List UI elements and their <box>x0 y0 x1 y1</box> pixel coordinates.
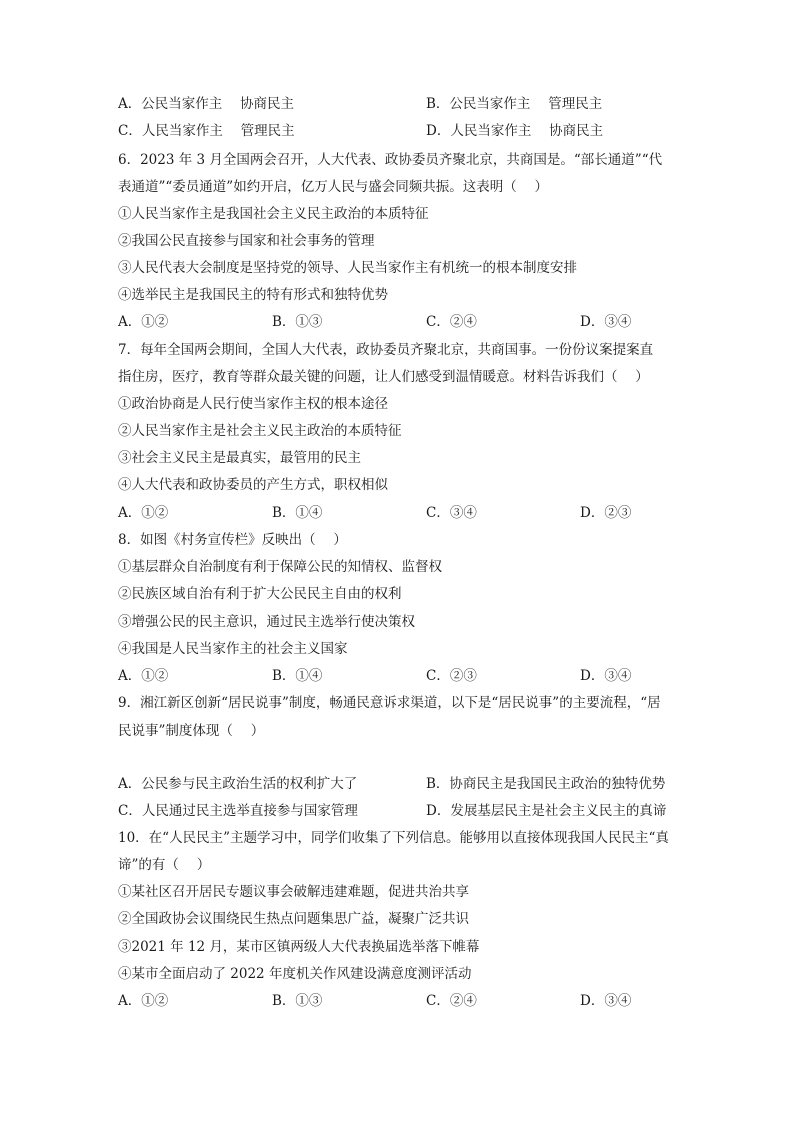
q6-statement-3: ③人民代表大会制度是坚持党的领导、人民当家作主有机统一的根本制度安排 <box>118 260 577 276</box>
q7-statement-4: ④人大代表和政协委员的产生方式，职权相似 <box>118 477 388 493</box>
q5-option-b: B．公民当家作主 管理民主 <box>426 96 603 112</box>
q7-option-d: D．②③ <box>580 505 632 521</box>
q7-statement-1: ①政治协商是人民行使当家作主权的根本途径 <box>118 396 388 412</box>
q7-option-c: C．③④ <box>426 505 477 521</box>
q10-statement-1: ①某社区召开居民专题议事会破解违建难题，促进共治共享 <box>118 884 469 900</box>
q8-statement-3: ③增强公民的民主意识，通过民主选举行使决策权 <box>118 614 415 630</box>
q10-option-a: A．①② <box>118 993 169 1009</box>
q10-stem-line-2: 谛”的有（ ） <box>118 857 211 873</box>
q6-option-c: C．②④ <box>426 314 477 330</box>
q5-option-a: A．公民当家作主 协商民主 <box>118 96 295 112</box>
q7-statement-2: ②人民当家作主是社会主义民主政治的本质特征 <box>118 423 402 439</box>
q6-option-d: D．③④ <box>580 314 632 330</box>
q7-option-b: B．①④ <box>272 505 323 521</box>
q8-option-d: D．③④ <box>580 668 632 684</box>
q6-statement-1: ①人民当家作主是我国社会主义民主政治的本质特征 <box>118 206 429 222</box>
q10-statement-2: ②全国政协会议围绕民生热点问题集思广益，凝聚广泛共识 <box>118 911 469 927</box>
q8-option-c: C．②③ <box>426 668 477 684</box>
q6-statement-2: ②我国公民直接参与国家和社会事务的管理 <box>118 233 375 249</box>
q10-statement-3: ③2021 年 12 月，某市区镇两级人大代表换届选举落下帷幕 <box>118 939 480 955</box>
q7-stem-line-2: 指住房，医疗，教育等群众最关键的问题，让人们感受到温情暖意。材料告诉我们（ ） <box>118 369 649 385</box>
q5-option-d: D．人民当家作主 协商民主 <box>426 123 604 139</box>
q7-option-a: A．①② <box>118 505 169 521</box>
q9-stem-line-2: 民说事”制度体现（ ） <box>118 723 265 739</box>
q8-statement-2: ②民族区域自治有利于扩大公民民主自由的权利 <box>118 586 402 602</box>
q5-option-c: C．人民当家作主 管理民主 <box>118 123 295 139</box>
q6-stem-line-1: 6．2023 年 3 月全国两会召开，人大代表、政协委员齐聚北京，共商国是。“部长通道”“代 <box>118 152 663 168</box>
q10-option-c: C．②④ <box>426 993 477 1009</box>
q8-option-b: B．①④ <box>272 668 323 684</box>
q6-option-b: B．①③ <box>272 314 323 330</box>
q8-statement-4: ④我国是人民当家作主的社会主义国家 <box>118 641 348 657</box>
q9-option-d: D．发展基层民主是社会主义民主的真谛 <box>426 803 667 819</box>
q6-statement-4: ④选举民主是我国民主的特有形式和独特优势 <box>118 287 388 303</box>
q10-stem-line-1: 10．在“人民民主”主题学习中，同学们收集了下列信息。能够用以直接体现我国人民民主“真 <box>118 830 669 846</box>
q9-stem-line-1: 9．湘江新区创新“居民说事”制度，畅通民意诉求渠道，以下是“居民说事”的主要流程，“居 <box>118 695 661 711</box>
q9-option-c: C．人民通过民主选举直接参与国家管理 <box>118 803 358 819</box>
q8-statement-1: ①基层群众自治制度有利于保障公民的知情权、监督权 <box>118 559 442 575</box>
q7-statement-3: ③社会主义民主是最真实，最管用的民主 <box>118 450 361 466</box>
q9-option-a: A．公民参与民主政治生活的权利扩大了 <box>118 776 358 792</box>
q10-option-d: D．③④ <box>580 993 632 1009</box>
q8-stem-line-1: 8．如图《村务宣传栏》反映出（ ） <box>118 532 347 548</box>
q10-statement-4: ④某市全面启动了 2022 年度机关作风建设满意度测评活动 <box>118 966 472 982</box>
q8-option-a: A．①② <box>118 668 169 684</box>
q10-option-b: B．①③ <box>272 993 323 1009</box>
q9-option-b: B．协商民主是我国民主政治的独特优势 <box>426 776 666 792</box>
q6-option-a: A．①② <box>118 314 169 330</box>
q7-stem-line-1: 7．每年全国两会期间，全国人大代表，政协委员齐聚北京，共商国事。一份份议案提案直 <box>118 342 654 358</box>
q6-stem-line-2: 表通道”“委员通道”如约开启，亿万人民与盛会同频共振。这表明（ ） <box>118 179 548 195</box>
